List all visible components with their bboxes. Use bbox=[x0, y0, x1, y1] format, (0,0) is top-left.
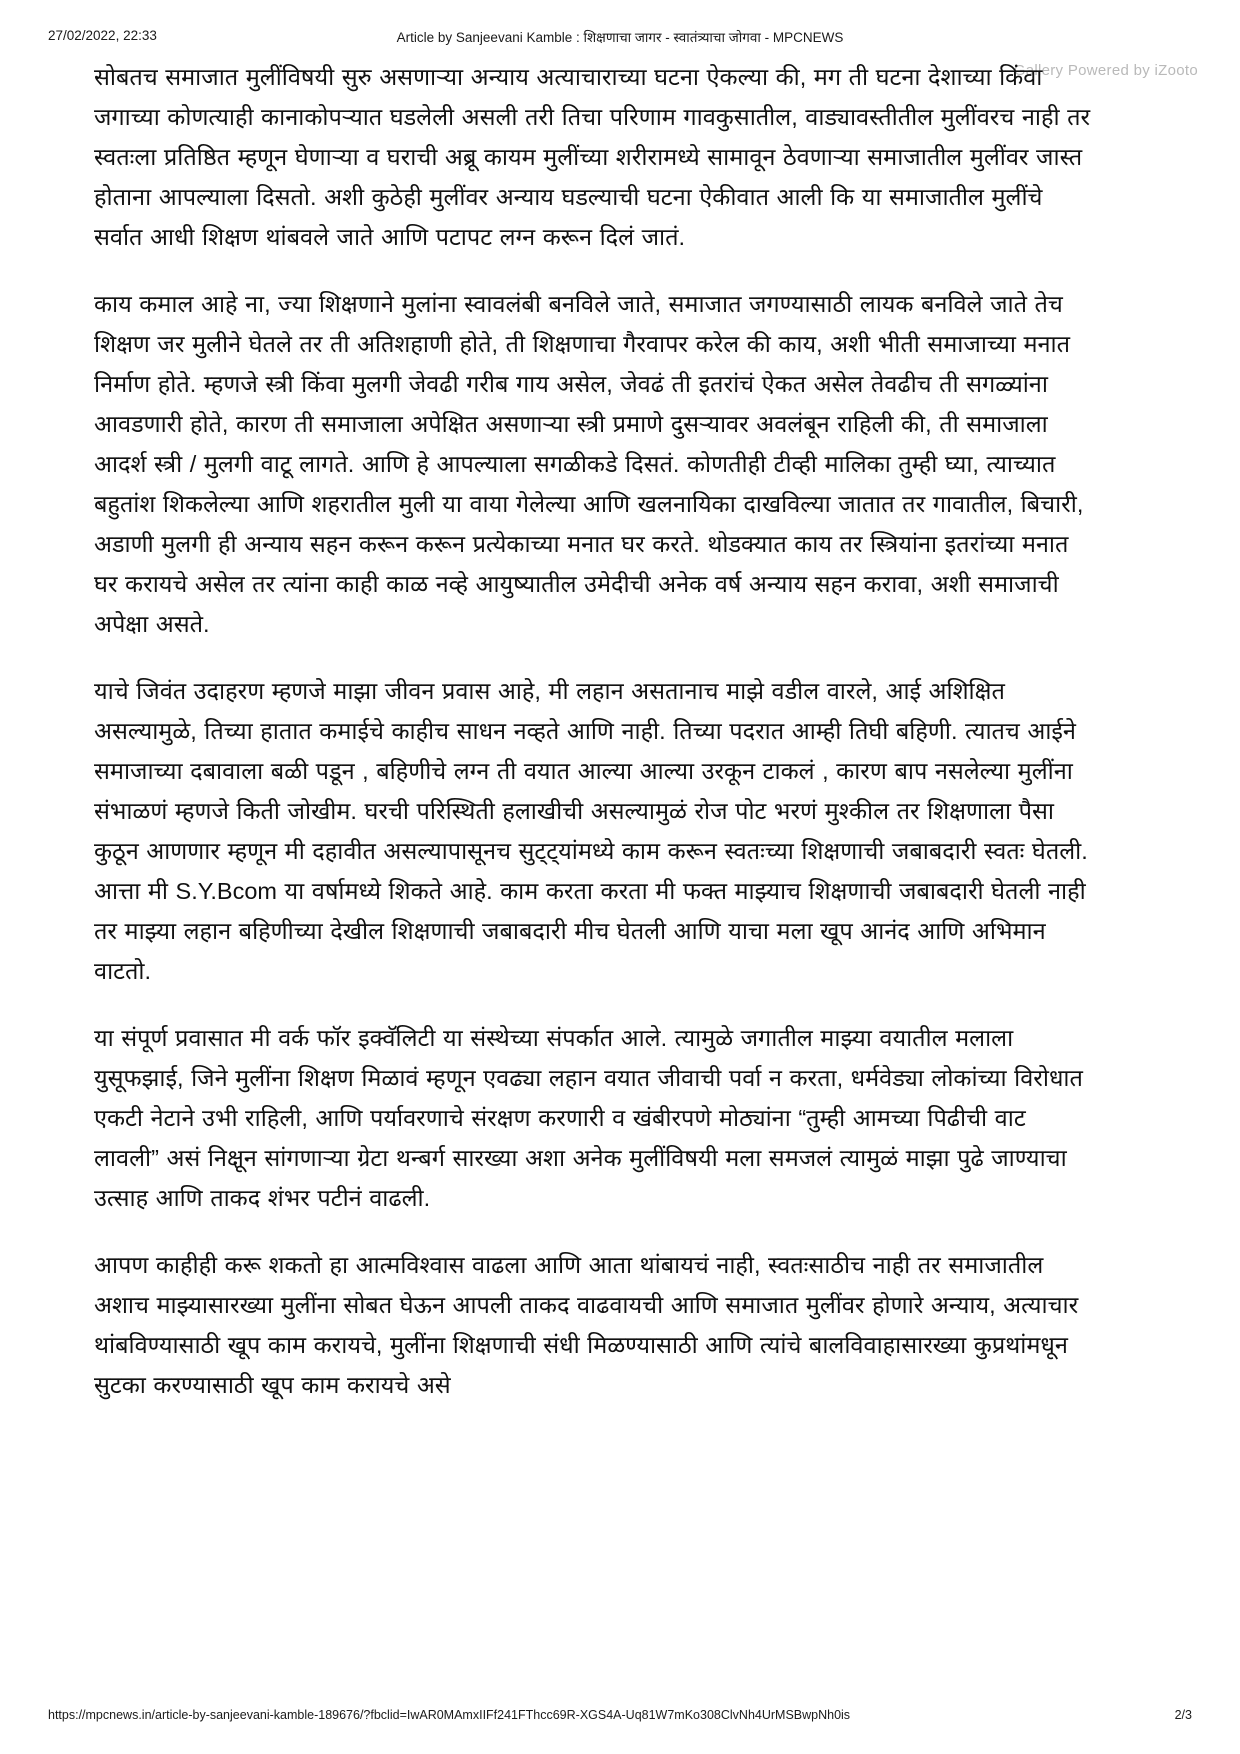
paragraph: याचे जिवंत उदाहरण म्हणजे माझा जीवन प्रवास आहे, मी लहान असतानाच माझे वडील वारले, आई अशिक्षित असल्यामुळे, तिच्या हातात कमाईचे काहीच साधन नव्हते आणि नाही. तिच्या पदरात आम्ही तिघी बहिणी. त्यातच आईने समाजाच्या दबावाला बळी पडून , बहिणीचे लग्न ती वयात आल्या आल्या उरकून टाकलं , कारण बाप नसलेल्या मुलींना संभाळणं म्हणजे किती जोखीम. घरची परिस्थिती हलाखीची असल्यामुळं रोज पोट भरणं मुश्कील तर शिक्षणाला पैसा कुठून आणणार म्हणून मी दहावीत असल्यापासूनच सुट्ट्यांमध्ये काम करून स्वतःच्या शिक्षणाची जबाबदारी स्वतः घेतली. आत्ता मी S.Y.Bcom या वर्षामध्ये शिकते आहे. काम करता करता मी फक्त माझ्याच शिक्षणाची जबाबदारी घेतली नाही तर माझ्या लहान बहिणीच्या देखील शिक्षणाची जबाबदारी मीच घेतली आणि याचा मला खूप आनंद आणि अभिमान वाटतो. bbox=[94, 678, 1088, 984]
paragraph: सोबतच समाजात मुलींविषयी सुरु असणाऱ्या अन्याय अत्याचाराच्या घटना ऐकल्या की, मग ती घटना देशाच्या किंवा जगाच्या कोणत्याही कानाकोपऱ्यात घडलेली असली तरी तिचा परिणाम गावकुसातील, वाड्यावस्तीतील मुलींवरच नाही तर स्वतःला प्रतिष्ठित म्हणून घेणाऱ्या व घराची अब्रू कायम मुलींच्या शरीरामध्ये सामावून ठेवणाऱ्या समाजातील मुलींवर जास्त होताना आपल्याला दिसतो. अशी कुठेही मुलींवर अन्याय घडल्याची घटना ऐकीवात आली कि या समाजातील मुलींचे सर्वात आधी शिक्षण थांबवले जाते आणि पटापट लग्न करून दिलं जातं. bbox=[94, 64, 1091, 250]
page-header bbox=[0, 28, 1240, 48]
header-title: Article by Sanjeevani Kamble : शिक्षणाचा जागर - स्वातंत्र्याचा जोगवा - MPCNEWS bbox=[396, 30, 844, 45]
footer-page-number: 2/3 bbox=[1174, 1708, 1192, 1722]
document-body bbox=[94, 57, 1094, 1405]
paragraph: या संपूर्ण प्रवासात मी वर्क फॉर इक्वॅलिटी या संस्थेच्या संपर्कात आले. त्यामुळे जगातील माझ्या वयातील मलाला युसूफझाई, जिने मुलींना शिक्षण मिळावं म्हणून एवढ्या लहान वयात जीवाची पर्वा न करता, धर्मवेड्या लोकांच्या विरोधात एकटी नेटाने उभी राहिली, आणि पर्यावरणाचे संरक्षण करणारी व खंबीरपणे मोठ्यांना “तुम्ही आमच्या पिढीची वाट लावली” असं निक्षून सांगणाऱ्या ग्रेटा थन्बर्ग सारख्या अशा अनेक मुलींविषयी मला समजलं त्यामुळं माझा पुढे जाण्याचा उत्साह आणि ताकद शंभर पटीनं वाढली. bbox=[94, 1025, 1083, 1211]
page-footer bbox=[0, 1708, 1240, 1726]
footer-source-url[interactable]: https://mpcnews.in/article-by-sanjeevani-kamble-189676/?fbclid=IwAR0MAmxIIFf241FThcc69R-XGS4A-Uq81W7mKo308ClvNh4UrMSBwpNh0is bbox=[48, 1708, 851, 1722]
gallery-watermark: Gallery Powered by iZooto bbox=[1013, 62, 1198, 79]
paragraph: आपण काहीही करू शकतो हा आत्मविश्वास वाढला आणि आता थांबायचं नाही, स्वतःसाठीच नाही तर समाजातील अशाच माझ्यासारख्या मुलींना सोबत घेऊन आपली ताकद वाढवायची आणि समाजात मुलींवर होणारे अन्याय, अत्याचार थांबविण्यासाठी खूप काम करायचे, मुलींना शिक्षणाची संधी मिळण्यासाठी आणि त्यांचे बालविवाहासारख्या कुप्रथांमधून सुटका करण्यासाठी खूप काम करायचे असे bbox=[94, 1252, 1079, 1398]
header-timestamp: 27/02/2022, 22:33 bbox=[48, 28, 157, 43]
paragraph: काय कमाल आहे ना, ज्या शिक्षणाने मुलांना स्वावलंबी बनविले जाते, समाजात जगण्यासाठी लायक बनविले जाते तेच शिक्षण जर मुलीने घेतले तर ती अतिशहाणी होते, ती शिक्षणाचा गैरवापर करेल की काय, अशी भीती समाजाच्या मनात निर्माण होते. म्हणजे स्त्री किंवा मुलगी जेवढी गरीब गाय असेल, जेवढं ती इतरांचं ऐकत असेल तेवढीच ती सगळ्यांना आवडणारी होते, कारण ती समाजाला अपेक्षित असणाऱ्या स्त्री प्रमाणे दुसऱ्यावर अवलंबून राहिली की, ती समाजाला आदर्श स्त्री / मुलगी वाटू लागते. आणि हे आपल्याला सगळीकडे दिसतं. कोणतीही टीव्ही मालिका तुम्ही घ्या, त्याच्यात बहुतांश शिकलेल्या आणि शहरातील मुली या वाया गेलेल्या आणि खलनायिका दाखविल्या जातात तर गावातील, बिचारी, अडाणी मुलगी ही अन्याय सहन करून करून प्रत्येकाच्या मनात घर करते. थोडक्यात काय तर स्त्रियांना इतरांच्या मनात घर करायचे असेल तर त्यांना काही काळ नव्हे आयुष्यातील उमेदीची अनेक वर्ष अन्याय सहन करावा, अशी समाजाची अपेक्षा असते. bbox=[94, 291, 1084, 637]
